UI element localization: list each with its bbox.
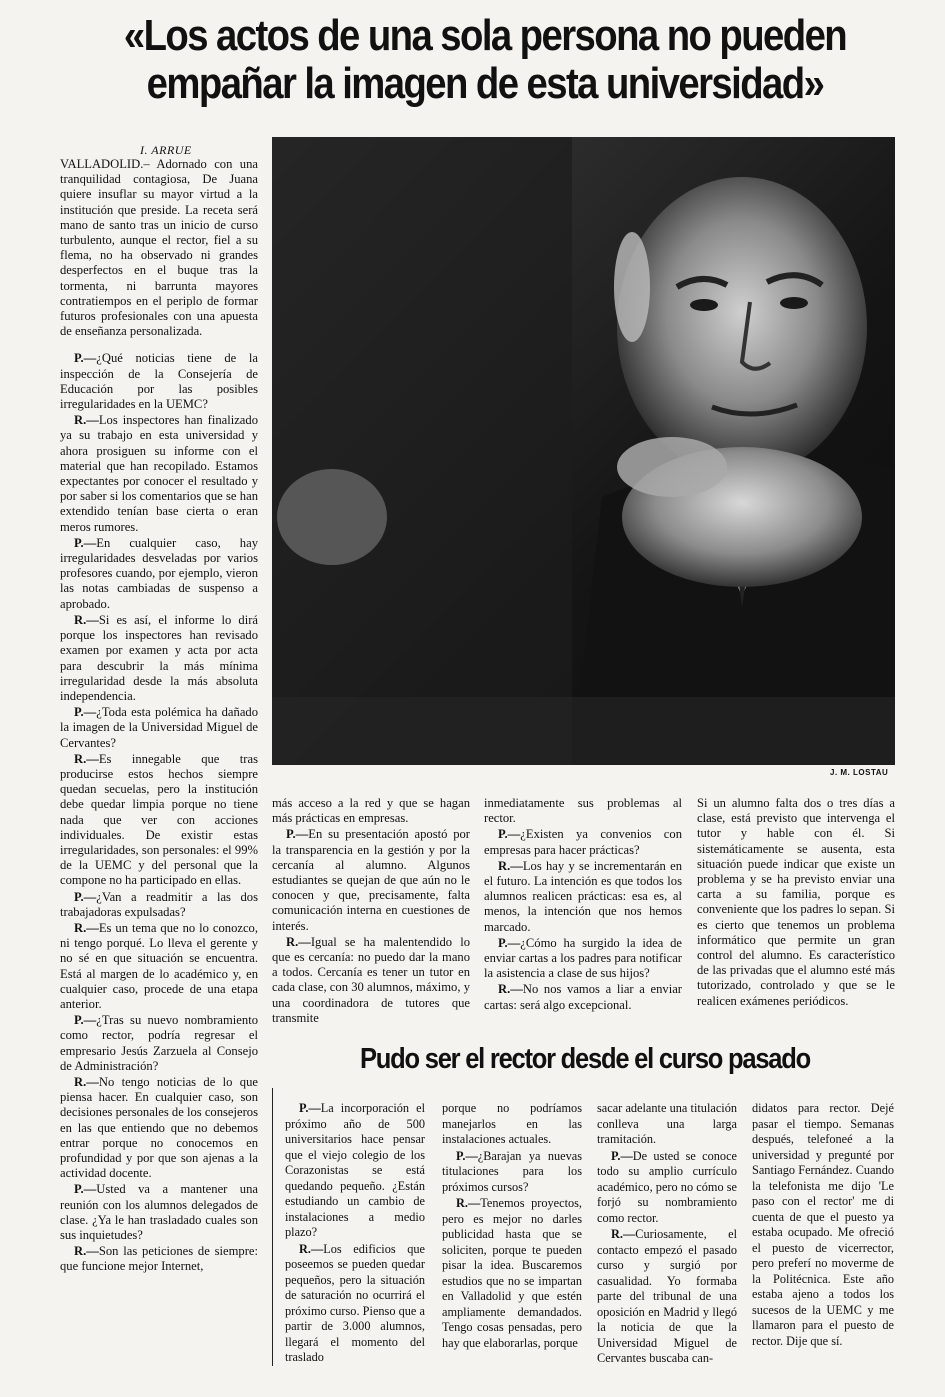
question: P.—¿Cómo ha surgido la idea de enviar cartas a los padres para notificar la asistencia a clase de sus hijos? [484, 935, 682, 981]
answer-continuation: Si un alumno falta dos o tres días a clase, está previsto que intervenga el tutor y hable con él. Si sistemáticamente se ausenta, esta situación puede indicar que existe un problema y se ha previsto enviar una carta a su familia, porque es conveniente que los padres lo sepan. Si es cierto que tenemos un problema informático que permite un gran control del alumno. Es característico de las privadas que el alumno esté más tutorizado, controlado y que se le realicen exámenes periódicos. [697, 796, 895, 1008]
box-rule-left [272, 1088, 273, 1366]
question: P.—En su presentación apostó por la transparencia en la gestión y por la cercanía al alumno. Algunos estudiantes se quejan de que aún no le conocen y que, precisamente, falta comunicación interna en cuestiones de interés. [272, 827, 470, 933]
intro-paragraph: VALLADOLID.– Adornado con una tranquilidad contagiosa, De Juana quiere insuflar su mayor virtud a la institución que preside. La receta será mano de santo tras un inicio de curso turbulento, aunque el rector, fiel a su flema, no ha observado ni grandes desperfectos en el buque tras la tormenta, ni barrunta mayores contratiempos en el periplo de formar futuros profesionales con una apuesta de enseñanza personalizada. [60, 157, 258, 339]
question: P.—¿Toda esta polémica ha dañado la imagen de la Universidad Miguel de Cervantes? [60, 705, 258, 750]
answer: R.—Curiosamente, el contacto empezó el pasado curso y surgió por casualidad. Yo formaba parte del tribunal de una oposición en Madrid y llegó la noticia de que la Universidad Miguel de Cervantes buscaba can- [597, 1227, 737, 1365]
question: P.—¿Existen ya convenios con empresas para hacer prácticas? [484, 827, 682, 857]
question: P.—En cualquier caso, hay irregularidades desveladas por varios profesores cuando, por ejemplo, vieron las notas cambiadas de suspenso a aprobado. [60, 535, 258, 611]
answer: R.—Es innegable que tras producirse estos hechos siempre quedan secuelas, pero la institución debe quedar limpia porque no tiene nada que ver con acciones individuales. De existir estas irregularidades, son personales: el 99% de la UEMC y del personal que la compone no ha participado en ellas. [60, 751, 258, 888]
headline [115, 12, 855, 108]
question: P.—La incorporación el próximo año de 500 universitarios hace pensar que el viejo colegio de los Corazonistas se está quedando pequeño. ¿Están estudiando un cambio de instalaciones a medio plazo? [285, 1101, 425, 1239]
answer: R.—Igual se ha malentendido lo que es cercanía: no puedo dar la mano a todos. Cercanía es tener un tutor en cada clase, con 30 alumnos, máximo, y una coordinadora de tutores que transmite [272, 934, 470, 1025]
headline-line-2: empañar la imagen de esta universidad» [146, 59, 824, 108]
box-subheadline: Pudo ser el rector desde el curso pasado [360, 1043, 810, 1075]
answer: R.—No nos vamos a liar a enviar cartas: será algo excepcional. [484, 982, 682, 1012]
answer: R.—Tenemos proyectos, pero es mejor no darles publicidad hasta que se soliciten, porque te pueden pisar la idea. Buscaremos estudios que no se impartan en Valladolid y que estén ampliamente demandados. Tengo cosas pensadas, pero hay que elaborarlas, porque [442, 1196, 582, 1350]
answer: R.—Es un tema que no lo conozco, ni tengo porqué. Lo lleva el gerente y no sé en que situación se encuentra. Está al margen de lo académico y, en cualquier caso, procede de una etapa anterior. [60, 920, 258, 1011]
box-column-2 [442, 1101, 582, 1371]
question: P.—¿Qué noticias tiene de la inspección de la Consejería de Educación por las posibles irregularidades en la UEMC? [60, 351, 258, 412]
box-column-4 [752, 1101, 894, 1371]
question: P.—¿Van a readmitir a las dos trabajadoras expulsadas? [60, 889, 258, 919]
answer: R.—Los inspectores han finalizado ya su trabajo en esta universidad y ahora prosiguen su informe con el material que han recopilado. Estamos expectantes por conocer el resultado y por saber si los comentarios que se han extendido tenían base cierta o eran meros rumores. [60, 413, 258, 534]
question: P.—De usted se conoce todo su amplio currículo académico, pero no cómo se forjó su nombramiento como rector. [597, 1148, 737, 1225]
portrait-illustration [272, 137, 895, 765]
box-column-1 [285, 1101, 425, 1371]
answer: R.—No tengo noticias de lo que piensa hacer. En cualquier caso, son decisiones personales de los consejeros en las que entiendo que no debemos entrar porque no conocemos en profundidad y por que son ajenas a la actividad docente. [60, 1074, 258, 1181]
answer-continuation: más acceso a la red y que se hagan más prácticas en empresas. [272, 796, 470, 826]
headline-line-1: «Los actos de una sola persona no pueden [123, 11, 847, 60]
question: P.—¿Tras su nuevo nombramiento como rector, podría regresar el empresario Jesús Zarzuela al Consejo de Administración? [60, 1013, 258, 1073]
answer-continuation: porque no podríamos manejarlos en las instalaciones actuales. [442, 1101, 582, 1146]
answer-continuation: sacar adelante una titulación conlleva una larga tramitación. [597, 1101, 737, 1146]
question: P.—Usted va a mantener una reunión con los alumnos delegados de clase. ¿Ya le han trasladado cuales son sus inquietudes? [60, 1182, 258, 1243]
column-1 [60, 157, 258, 1372]
answer: R.—Los hay y se incrementarán en el futuro. La intención es que todos los alumnos realicen prácticas: esa es, al menos, la intención que nos hemos marcado. [484, 858, 682, 934]
column-2 [272, 796, 470, 1028]
answer: R.—Si es así, el informe lo dirá porque los inspectores han revisado examen por examen y acta por acta para descubrir la más mínima irregularidad desde la más absoluta independencia. [60, 612, 258, 703]
question: P.—¿Barajan ya nuevas titulaciones para los próximos cursos? [442, 1148, 582, 1194]
column-4 [697, 796, 895, 1028]
answer-continuation: didatos para rector. Dejé pasar el tiempo. Semanas después, telefoneé a la universidad y pregunté por Santiago Fernández. Cuando la telefonista me dijo 'Le paso con el rector' me di cuenta de que el puesto ya estaba ocupado. Me ofreció el puesto de vicerrector, pero preferí no moverme de la Politécnica. Este año estaba ajeno a todos los sucesos de la UEMC y me llamaron para el puesto de rector. Dije que sí. [752, 1101, 894, 1348]
answer: R.—Los edificios que poseemos se pueden quedar pequeños, pero la situación de saturación no ocurrirá el próximo curso. Pienso que a partir de 3.000 alumnos, llegará el momento del traslado [285, 1241, 425, 1364]
column-3 [484, 796, 682, 1028]
answer: R.—Son las peticiones de siempre: que funcione mejor Internet, [60, 1244, 258, 1274]
byline: I. ARRUE [140, 143, 192, 157]
answer-continuation: inmediatamente sus problemas al rector. [484, 796, 682, 826]
photo-credit: J. M. LOSTAU [830, 768, 889, 777]
rector-photo [272, 137, 895, 765]
box-column-3 [597, 1101, 737, 1371]
